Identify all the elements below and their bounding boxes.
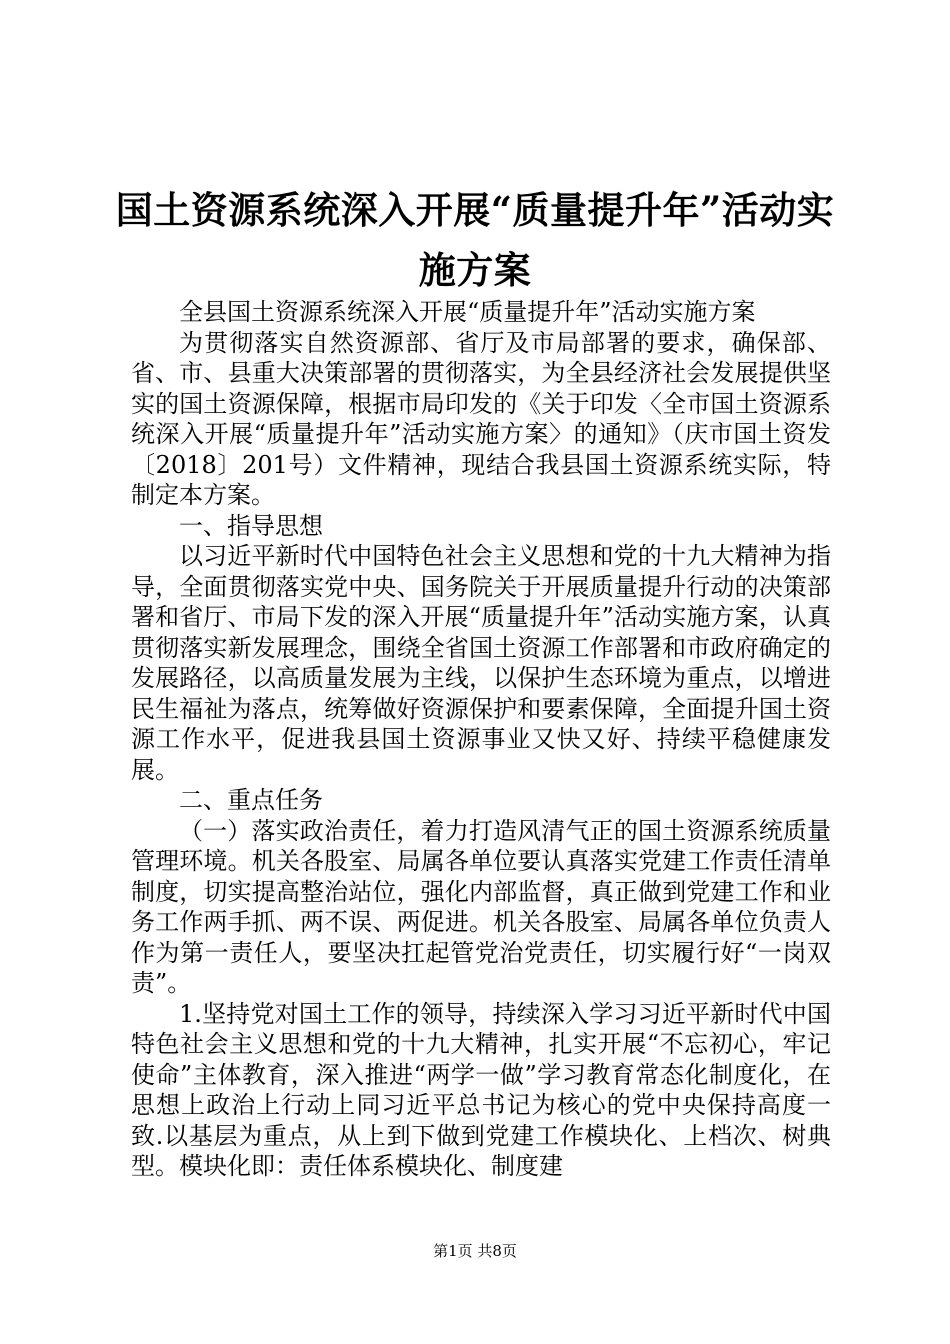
guiding-thought-paragraph: 以习近平新时代中国特色社会主义思想和党的十九大精神为指导，全面贯彻落实党中央、国务院关于开展质量提升行动的决策部署和省厅、市局下发的深入开展“质量提升年”活动实施方案，认真贯彻落实新发展理念，围绕全省国土资源工作部署和市政府确定的发展路径，以高质量发展为主线，以保护生态环境为重点，以增进民生福祉为落点，统筹做好资源保护和要素保障，全面提升国土资源工作水平，促进我县国土资源事业又快又好、持续平稳健康发展。 bbox=[131, 542, 831, 784]
document-body bbox=[131, 297, 831, 1182]
key-task-1-item-1-paragraph: 1.坚持党对国土工作的领导，持续深入学习习近平新时代中国特色社会主义思想和党的十九大精神，扎实开展“不忘初心，牢记使命”主体教育，深入推进“两学一做”学习教育常态化制度化，在思想上政治上行动上同习近平总书记为核心的党中央保持高度一致.以基层为重点，从上到下做到党建工作模块化、上档次、树典型。模块化即：责任体系模块化、制度建 bbox=[131, 999, 831, 1180]
document-title-line-1: 国土资源系统深入开展“质量提升年”活动实 bbox=[115, 188, 835, 232]
section-heading-guiding-thought: 一、指导思想 bbox=[179, 511, 323, 540]
section-heading-key-tasks: 二、重点任务 bbox=[179, 786, 323, 814]
intro-paragraph: 为贯彻落实自然资源部、省厅及市局部署的要求，确保部、省、市、县重大决策部署的贯彻落实，为全县经济社会发展提供坚实的国土资源保障，根据市局印发的《关于印发〈全市国土资源系统深入开展“质量提升年”活动实施方案〉的通知》（庆市国土资发〔2018〕201号）文件精神，现结合我县国土资源系统实际，特制定本方案。 bbox=[131, 328, 831, 509]
document-title-line-2: 施方案 bbox=[418, 248, 532, 292]
subtitle-paragraph: 全县国土资源系统深入开展“质量提升年”活动实施方案 bbox=[179, 298, 756, 326]
page-number-footer: 第1页 共8页 bbox=[433, 1242, 517, 1260]
key-task-1-paragraph: （一）落实政治责任，着力打造风清气正的国土资源系统质量管理环境。机关各股室、局属各单位要认真落实党建工作责任清单制度，切实提高整治站位，强化内部监督，真正做到党建工作和业务工作两手抓、两不误、两促进。机关各股室、局属各单位负责人作为第一责任人，要坚决扛起管党治党责任，切实履行好“一岗双责”。 bbox=[131, 816, 831, 997]
